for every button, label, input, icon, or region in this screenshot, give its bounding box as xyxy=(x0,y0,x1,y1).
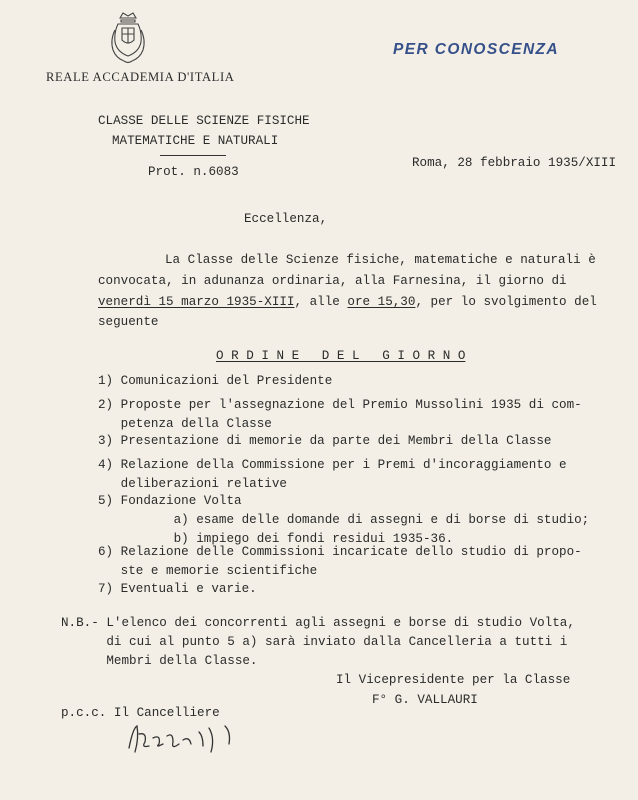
nb-line-3: Membri della Classe. xyxy=(61,654,258,668)
meeting-time: ore 15,30 xyxy=(347,295,416,309)
class-divider xyxy=(160,155,226,156)
agenda-item-continuation: ste e memorie scientifiche xyxy=(98,564,318,578)
body-line-3-mid: , alle xyxy=(294,295,348,309)
body-line-3-end: , per lo svolgimento del xyxy=(415,295,597,309)
agenda-item-continuation: a) esame delle domande di assegni e di borse di studio; xyxy=(98,513,590,527)
body-line-4: seguente xyxy=(98,315,159,329)
agenda-item: 2) Proposte per l'assegnazione del Premio Mussolini 1935 di com- xyxy=(98,398,582,412)
agenda-title: O R D I N E D E L G I O R N O xyxy=(216,349,466,363)
closing-role: Il Vicepresidente per la Classe xyxy=(336,673,571,687)
royal-crest-icon xyxy=(108,10,148,68)
per-conoscenza-stamp: PER CONOSCENZA xyxy=(393,41,560,58)
handwritten-signature xyxy=(125,718,255,758)
agenda-item: 6) Relazione delle Commissioni incaricate dello studio di propo- xyxy=(98,545,582,559)
agenda-item: 5) Fondazione Volta xyxy=(98,494,242,508)
signatory-name: F° G. VALLAURI xyxy=(372,693,478,707)
agenda-item: 1) Comunicazioni del Presidente xyxy=(98,374,333,388)
body-line-1: La Classe delle Scienze fisiche, matematiche e naturali è xyxy=(165,253,596,267)
agenda-item-continuation: petenza della Classe xyxy=(98,417,272,431)
agenda-item-continuation: b) impiego dei fondi residui 1935-36. xyxy=(98,532,454,546)
class-name-line1: CLASSE DELLE SCIENZE FISICHE xyxy=(98,114,310,128)
agenda-item-continuation: deliberazioni relative xyxy=(98,477,287,491)
body-line-2: convocata, in adunanza ordinaria, alla Farnesina, il giorno di xyxy=(98,274,567,288)
meeting-date: venerdì 15 marzo 1935-XIII xyxy=(98,295,295,309)
body-line-3 xyxy=(98,295,597,309)
institution-name: REALE ACCADEMIA D'ITALIA xyxy=(46,70,235,84)
class-name-line2: MATEMATICHE E NATURALI xyxy=(112,134,279,148)
protocol-number: Prot. n.6083 xyxy=(148,165,239,179)
salutation: Eccellenza, xyxy=(244,212,328,226)
nb-line-2: di cui al punto 5 a) sarà inviato dalla Cancelleria a tutti i xyxy=(61,635,568,649)
place-date: Roma, 28 febbraio 1935/XIII xyxy=(412,156,617,170)
agenda-item: 4) Relazione della Commissione per i Premi d'incoraggiamento e xyxy=(98,458,567,472)
pcc-cancelliere: p.c.c. Il Cancelliere xyxy=(61,706,220,720)
nb-line-1: N.B.- L'elenco dei concorrenti agli assegni e borse di studio Volta, xyxy=(61,616,575,630)
agenda-item: 7) Eventuali e varie. xyxy=(98,582,257,596)
agenda-item: 3) Presentazione di memorie da parte dei Membri della Classe xyxy=(98,434,552,448)
